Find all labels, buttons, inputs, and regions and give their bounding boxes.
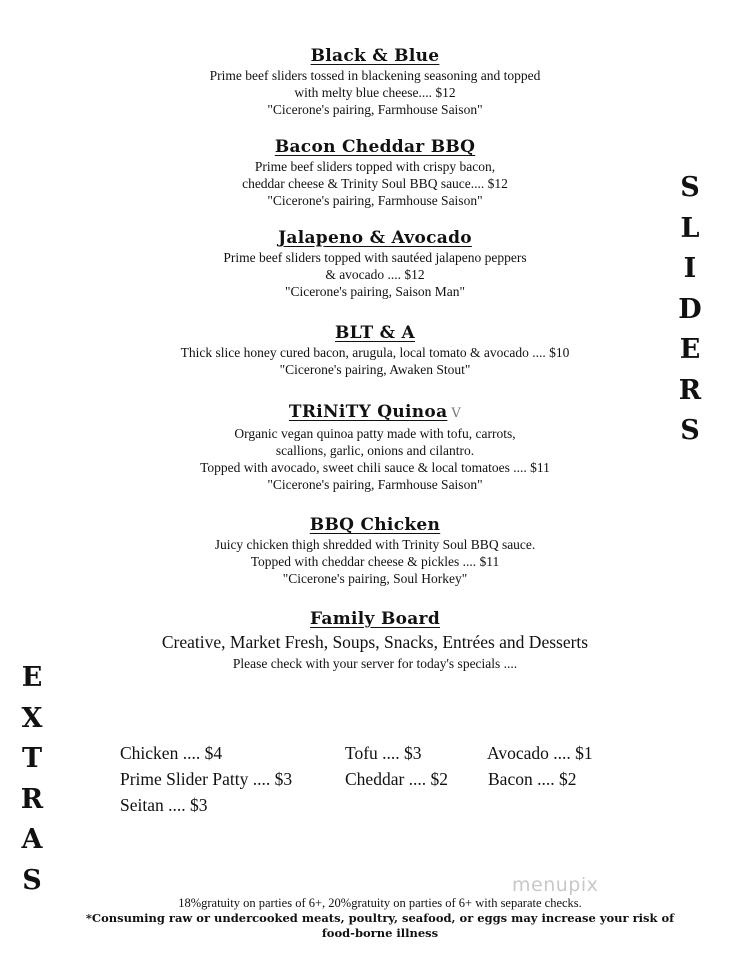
menu-item-bbq-chicken xyxy=(90,514,660,587)
extra-item-tofu: Tofu .... $3 xyxy=(345,743,422,763)
item-description: with melty blue cheese.... $12 xyxy=(294,85,456,100)
item-description: Topped with cheddar cheese & pickles .... $11 xyxy=(250,554,500,569)
menu-item-blt-and-a xyxy=(90,322,660,378)
extra-item-prime-slider-patty: Prime Slider Patty .... $3 xyxy=(120,769,293,789)
extras-side-label: E X T R A S xyxy=(20,662,44,896)
extra-item-avocado: Avocado .... $1 xyxy=(487,743,593,763)
item-title: TRiNiTY Quinoa xyxy=(288,402,448,422)
item-pairing: "Cicerone's pairing, Saison Man" xyxy=(285,284,465,299)
extras-list xyxy=(120,742,640,822)
menu-item-trinity-quinoa xyxy=(90,401,660,493)
vegan-icon: V xyxy=(451,406,462,421)
item-title: Black & Blue xyxy=(310,46,440,66)
item-description: & avocado .... $12 xyxy=(325,267,425,282)
family-board-title: Family Board xyxy=(309,609,441,629)
item-description: cheddar cheese & Trinity Soul BBQ sauce.... $12 xyxy=(242,176,508,191)
item-title: Bacon Cheddar BBQ xyxy=(274,137,476,157)
menupix-watermark: menupix xyxy=(512,874,599,896)
item-description: Prime beef sliders topped with crispy bacon, xyxy=(254,159,496,174)
family-board-subtitle: Creative, Market Fresh, Soups, Snacks, Entrées and Desserts xyxy=(161,632,589,652)
item-description: Juicy chicken thigh shredded with Trinity Soul BBQ sauce. xyxy=(214,537,536,552)
menu-item-bacon-cheddar-bbq xyxy=(90,136,660,209)
item-description: Topped with avocado, sweet chili sauce & local tomatoes .... $11 xyxy=(200,460,550,475)
item-title: Jalapeno & Avocado xyxy=(278,228,472,248)
item-description: Organic vegan quinoa patty made with tofu, carrots, xyxy=(234,426,516,441)
item-pairing: "Cicerone's pairing, Farmhouse Saison" xyxy=(267,477,483,492)
item-description: Thick slice honey cured bacon, arugula, local tomato & avocado .... $10 xyxy=(180,345,570,360)
item-title: BBQ Chicken xyxy=(309,515,441,535)
sliders-side-label: S L I D E R S xyxy=(678,172,702,446)
item-description: scallions, garlic, onions and cilantro. xyxy=(275,443,475,458)
item-pairing: "Cicerone's pairing, Farmhouse Saison" xyxy=(267,193,483,208)
item-pairing: "Cicerone's pairing, Awaken Stout" xyxy=(279,362,471,377)
food-safety-warning: *Consuming raw or undercooked meats, poultry, seafood, or eggs may increase your risk of xyxy=(85,911,675,925)
extra-item-chicken: Chicken .... $4 xyxy=(120,743,223,763)
family-board-section xyxy=(90,608,660,674)
menu-item-jalapeno-avocado xyxy=(90,227,660,300)
extra-item-seitan: Seitan .... $3 xyxy=(120,795,208,815)
item-title-row xyxy=(90,401,660,425)
item-description: Prime beef sliders topped with sautéed jalapeno peppers xyxy=(223,250,527,265)
item-description: Prime beef sliders tossed in blackening seasoning and topped xyxy=(209,68,541,83)
item-pairing: "Cicerone's pairing, Soul Horkey" xyxy=(282,571,468,586)
item-pairing: "Cicerone's pairing, Farmhouse Saison" xyxy=(267,102,483,117)
extra-item-cheddar: Cheddar .... $2 xyxy=(345,769,449,789)
extra-item-bacon: Bacon .... $2 xyxy=(488,769,577,789)
item-title: BLT & A xyxy=(334,323,416,343)
footer-notes xyxy=(40,896,720,941)
menu-item-black-and-blue xyxy=(90,45,660,118)
gratuity-note: 18%gratuity on parties of 6+, 20%gratuity on parties of 6+ with separate checks. xyxy=(178,896,582,910)
food-safety-warning-cont: food-borne illness xyxy=(321,926,439,940)
family-board-note: Please check with your server for today's specials .... xyxy=(232,656,518,671)
